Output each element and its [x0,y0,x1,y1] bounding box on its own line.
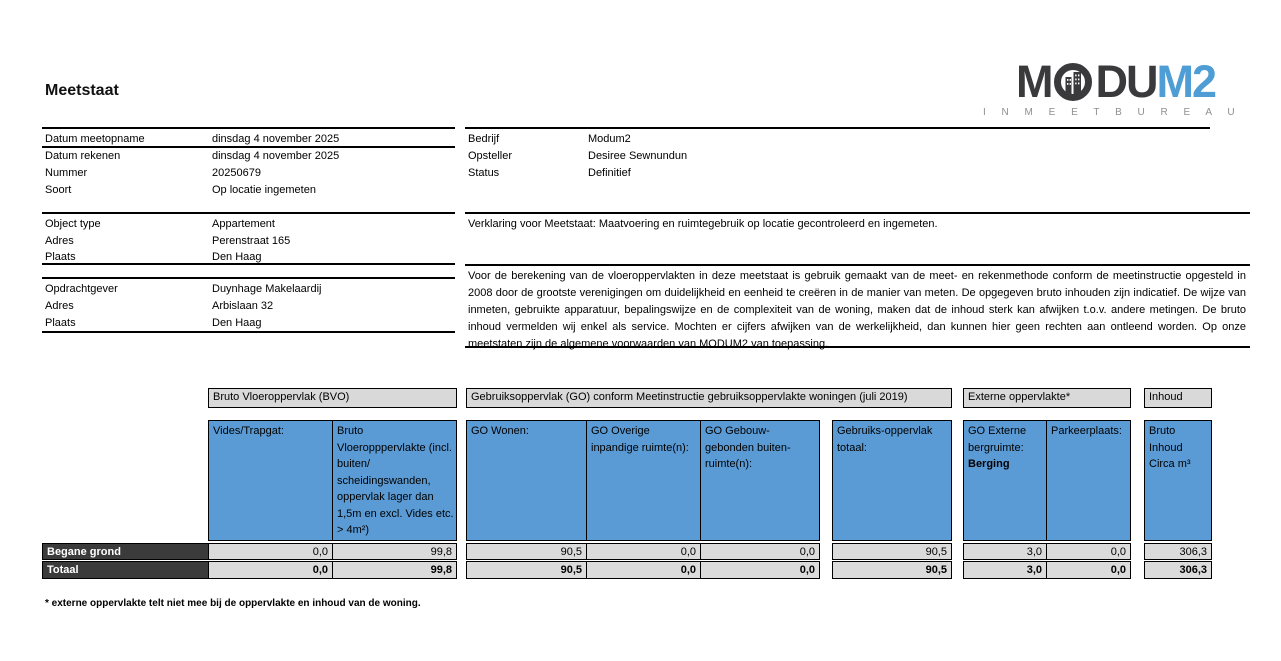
field-label: Opdrachtgever [45,283,118,295]
client-row [45,315,455,332]
field-label: Opsteller [468,150,513,162]
field-value: 20250679 [212,167,261,179]
field-label: Status [468,167,500,179]
value-cell: 90,5 [466,543,587,560]
page-title: Meetstaat [45,82,119,99]
total-cell: 306,3 [1144,561,1212,579]
field-label: Soort [45,184,72,196]
field-label: Datum meetopname [45,133,145,145]
field-value: Modum2 [588,133,631,145]
value-cell: 0,0 [586,543,701,560]
logo-o-buildings-icon [1053,62,1093,102]
group-header-inhoud: Inhoud [1144,388,1212,408]
logo-letter-m: M [1015,56,1052,107]
field-value: dinsdag 4 november 2025 [212,133,340,145]
meta-row [468,131,868,148]
divider [465,264,1250,266]
value-cell: 0,0 [208,543,333,560]
row-label-totaal: Totaal [42,561,210,579]
total-cell: 0,0 [1046,561,1131,579]
footnote-text: * externe oppervlakte telt niet mee bij de oppervlakte en inhoud van de woning. [45,598,421,609]
col-header-bruto-vloeroppervlakte: Bruto Vloeropppervlakte (incl. buiten/ scheidingswanden, oppervlak lager dan 1,5m en excl. Vides etc. > 4m²) [332,420,457,541]
value-cell: 0,0 [1046,543,1131,560]
object-row [45,216,455,233]
field-value: Perenstraat 165 [212,235,291,247]
disclaimer-text: Voor de berekening van de vloeroppervlakten in deze meetstaat is gebruik gemaakt van de meet- en rekenmethode conform de meetinstructie opgesteld in 2008 door de grootste verenigingen om duidelijkheid en eenheid te creëren in de manier van meten. De opgegeven bruto inhouden zijn indicatief. De wijze van inmeten, gebruikte apparatuur, bepalingswijze en de complexiteit van de woning, maken dat de inhoud sterk kan afwijken t.o.v. andere metingen. De bruto inhoud vermelden wij enkel als service. Mochten er cijfers afwijken van de werkelijkheid, dan kunnen hier geen rechten aan ontleend worden. Op onze meetstaten zijn de algemene voorwaarden van MODUM2 van toepassing. [468,270,1246,350]
field-value: Arbislaan 32 [212,300,274,312]
total-cell: 0,0 [208,561,333,579]
col-header-vides: Vides/Trapgat: [208,420,333,541]
object-row [45,249,455,266]
logo-subtitle: I N M E E T B U R E A U [983,107,1242,118]
field-value: Appartement [212,218,275,230]
meta-row [45,165,455,182]
col-header-go-overig: GO Overige inpandige ruimte(n): [586,420,701,541]
field-label: Plaats [45,317,76,329]
client-row [45,298,455,315]
total-cell: 0,0 [700,561,820,579]
meta-row [468,165,868,182]
divider [465,127,1210,129]
field-value: Desiree Sewnundun [588,150,688,162]
field-label: Plaats [45,251,76,263]
col-header-go-totaal: Gebruiks-oppervlak totaal: [832,420,952,541]
bergruimte-value: Berging [968,458,1010,470]
field-value: dinsdag 4 november 2025 [212,150,340,162]
field-value: Den Haag [212,317,262,329]
value-cell: 0,0 [700,543,820,560]
logo-wordmark [983,58,1215,106]
field-label: Adres [45,300,74,312]
field-label: Datum rekenen [45,150,121,162]
meta-row [45,131,455,148]
col-header-go-gebouw: GO Gebouw-gebonden buiten-ruimte(n): [700,420,820,541]
meta-row [468,148,868,165]
logo-letters-du: DU [1095,56,1157,107]
total-cell: 90,5 [832,561,952,579]
field-label: Nummer [45,167,88,179]
field-value: Den Haag [212,251,262,263]
col-header-parkeerplaats: Parkeerplaats: [1046,420,1131,541]
declaration-text: Verklaring voor Meetstaat: Maatvoering en ruimtegebruik op locatie gecontroleerd en ingemeten. [468,218,938,230]
client-row [45,281,455,298]
col-header-bruto-inhoud: Bruto Inhoud Circa m³ [1144,420,1212,541]
col-header-go-wonen: GO Wonen: [466,420,587,541]
modum2-logo [983,56,1242,118]
total-cell: 90,5 [466,561,587,579]
value-cell: 306,3 [1144,543,1212,560]
meta-row [45,148,455,165]
field-label: Bedrijf [468,133,500,145]
field-label: Adres [45,235,74,247]
col-header-externe-bergruimte [963,420,1047,541]
group-header-go: Gebruiksoppervlak (GO) conform Meetinstructie gebruiksoppervlakte woningen (juli 2019) [466,388,952,408]
field-label: Object type [45,218,101,230]
value-cell: 3,0 [963,543,1047,560]
logo-letters-m2: M2 [1156,56,1215,107]
divider [42,127,455,129]
field-value: Duynhage Makelaardij [212,283,322,295]
divider [465,212,1250,214]
divider [42,277,455,279]
total-cell: 0,0 [586,561,701,579]
group-header-bvo: Bruto Vloeroppervlak (BVO) [208,388,457,408]
field-value: Op locatie ingemeten [212,184,316,196]
col-header-label: GO Externe bergruimte: [968,425,1027,454]
field-value: Definitief [588,167,631,179]
divider [42,212,455,214]
total-cell: 99,8 [332,561,457,579]
group-header-extern: Externe oppervlakte* [963,388,1131,408]
total-cell: 3,0 [963,561,1047,579]
row-label-begane-grond: Begane grond [42,543,210,560]
object-row [45,233,455,250]
value-cell: 90,5 [832,543,952,560]
meta-row [45,182,455,199]
value-cell: 99,8 [332,543,457,560]
